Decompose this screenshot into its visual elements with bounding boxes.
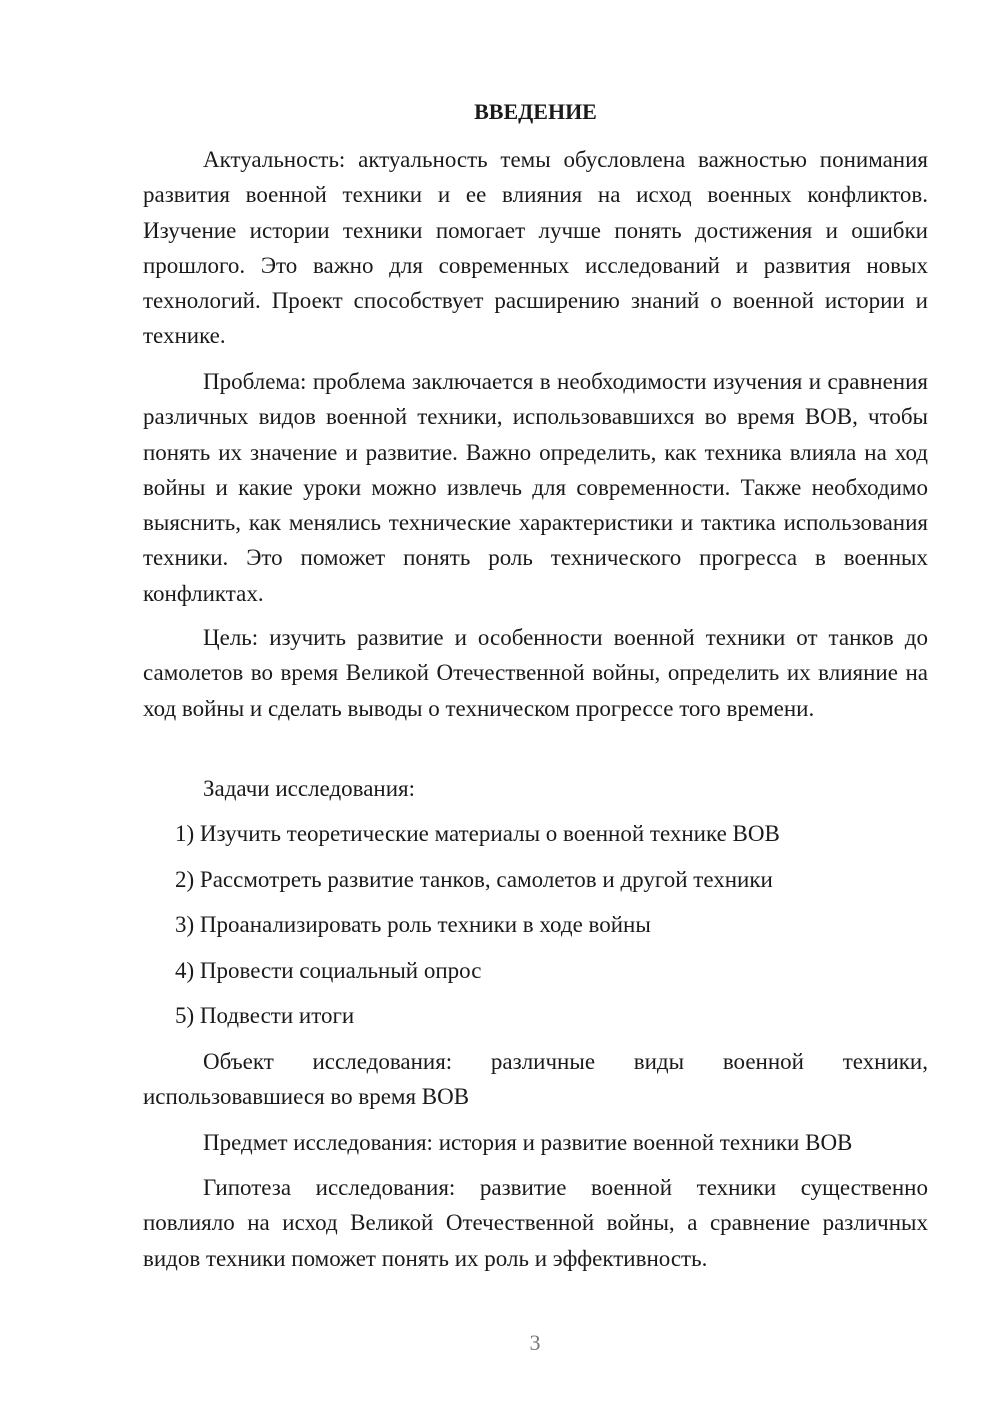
task-item-2: 2) Рассмотреть развитие танков, самолетов и другой техники xyxy=(175,867,773,892)
paragraph-hypothesis: Гипотеза исследования: развитие военной техники существенно повлияло на исход Великой Отечественной войны, а сравнение различных видов техники поможет понять их роль и эффективность. xyxy=(143,1175,928,1271)
paragraph-problem: Проблема: проблема заключается в необходимости изучения и сравнения различных видов военной техники, использовавшихся во время ВОВ, чтобы понять их значение и развитие. Важно определить, как техника влияла на ход войны и какие уроки можно извлечь для современности. Также необходимо выяснить, как менялись технические характеристики и тактика использования техники. Это поможет понять роль технического прогресса в военных конфликтах. xyxy=(143,369,928,606)
paragraph-object: Объект исследования: различные виды военной техники, использовавшиеся во время ВОВ xyxy=(143,1049,928,1110)
tasks-title: Задачи исследования: xyxy=(203,776,416,801)
task-item-4: 4) Провести социальный опрос xyxy=(175,958,482,983)
page-title: ВВЕДЕНИЕ xyxy=(474,99,597,124)
task-item-3: 3) Проанализировать роль техники в ходе войны xyxy=(175,912,651,937)
task-item-1: 1) Изучить теоретические материалы о военной технике ВОВ xyxy=(175,821,780,846)
task-item-5: 5) Подвести итоги xyxy=(175,1003,355,1028)
paragraph-subject: Предмет исследования: история и развитие военной техники ВОВ xyxy=(203,1130,853,1155)
page-number: 3 xyxy=(529,1330,541,1355)
paragraph-relevance: Актуальность: актуальность темы обусловлена важностью понимания развития военной техники и ее влияния на исход военных конфликтов. Изучение истории техники помогает лучше понять достижения и ошибки прошлого. Это важно для современных исследований и развития новых технологий. Проект способствует расширению знаний о военной истории и технике. xyxy=(143,147,928,349)
paragraph-goal: Цель: изучить развитие и особенности военной техники от танков до самолетов во время Великой Отечественной войны, определить их влияние на ход войны и сделать выводы о техническом прогрессе того времени. xyxy=(143,625,928,721)
